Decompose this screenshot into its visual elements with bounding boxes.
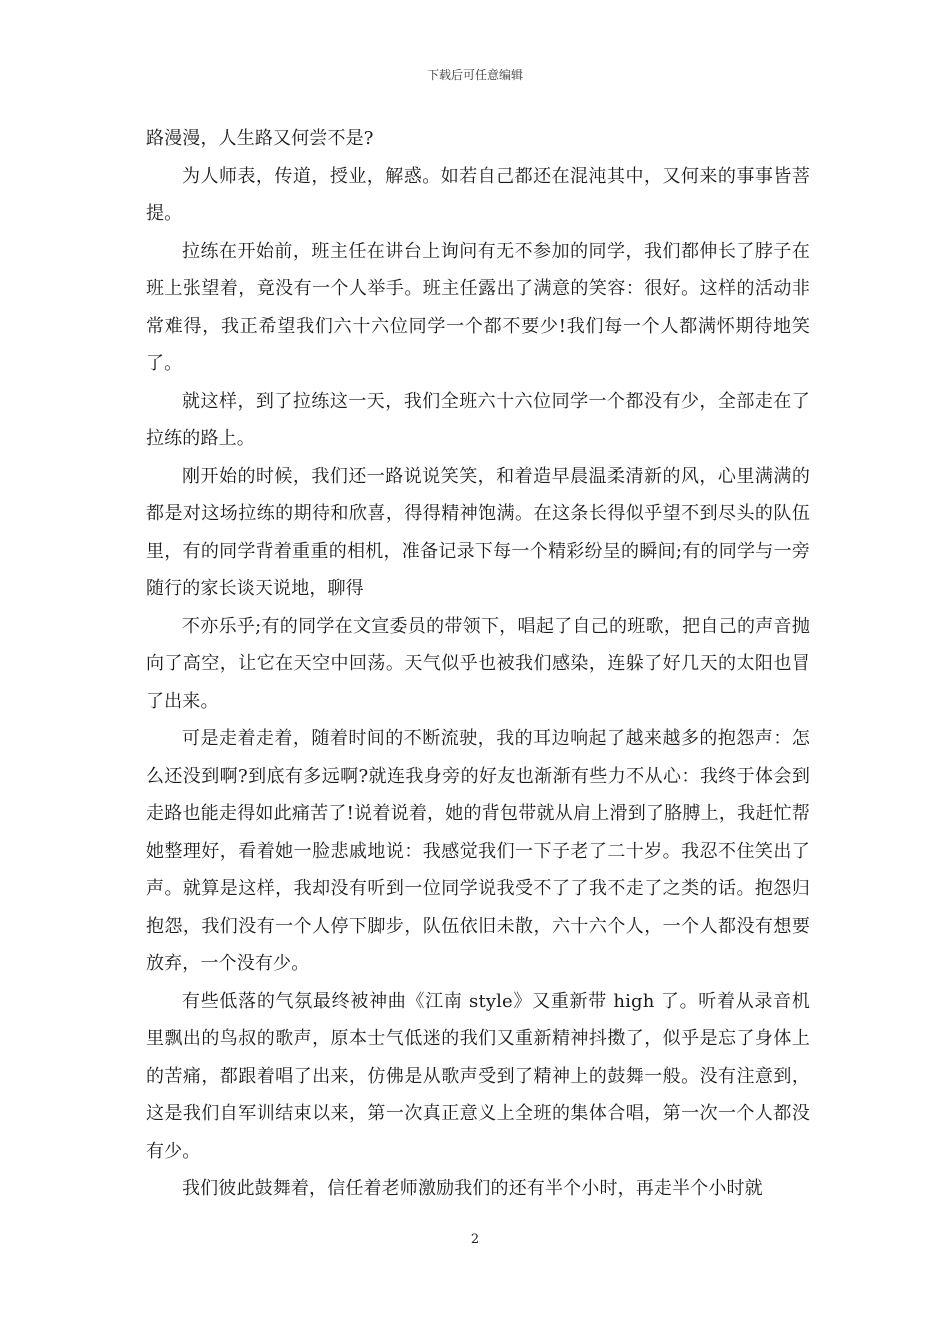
paragraph: 刚开始的时候，我们还一路说说笑笑，和着造早晨温柔清新的风，心里满满的都是对这场拉练的期待和欣喜，得得精神饱满。在这条长得似乎望不到尽头的队伍里，有的同学背着重重的相机，准备记录下每一个精彩纷呈的瞬间;有的同学与一旁随行的家长谈天说地，聊得 <box>146 465 810 599</box>
body-text <box>146 120 810 1208</box>
page-number: 2 <box>470 1232 480 1247</box>
paragraph: 拉练在开始前，班主任在讲台上询问有无不参加的同学，我们都伸长了脖子在班上张望着，竟没有一个人举手。班主任露出了满意的笑容：很好。这样的活动非常难得，我正希望我们六十六位同学一个都不要少!我们每一个人都满怀期待地笑了。 <box>146 240 810 374</box>
paragraph: 为人师表，传道，授业，解惑。如若自己都还在混沌其中，又何来的事事皆菩提。 <box>146 165 810 224</box>
paragraph: 我们彼此鼓舞着，信任着老师激励我们的还有半个小时，再走半个小时就 <box>182 1178 763 1199</box>
paragraph: 路漫漫，人生路又何尝不是? <box>146 128 374 149</box>
paragraph: 有些低落的气氛最终被神曲《江南 style》又重新带 high 了。听着从录音机里飘出的鸟叔的歌声，原本士气低迷的我们又重新精神抖擞了，似乎是忘了身体上的苦痛，都跟着唱了出来，仿佛是从歌声受到了精神上的鼓舞一般。没有注意到，这是我们自军训结束以来，第一次真正意义上全班的集体合唱，第一次一个人都没有少。 <box>146 990 810 1162</box>
paragraph: 不亦乐乎;有的同学在文宣委员的带领下，唱起了自己的班歌，把自己的声音抛向了高空，让它在天空中回荡。天气似乎也被我们感染，连躲了好几天的太阳也冒了出来。 <box>146 615 810 712</box>
page-header: 下载后可任意编辑 <box>426 68 523 82</box>
paragraph: 可是走着走着，随着时间的不断流驶，我的耳边响起了越来越多的抱怨声：怎么还没到啊?到底有多远啊?就连我身旁的好友也渐渐有些力不从心：我终于体会到走路也能走得如此痛苦了!说着说着，她的背包带就从肩上滑到了胳膊上，我赶忙帮她整理好，看着她一脸悲戚地说：我感觉我们一下子老了二十岁。我忍不住笑出了声。就算是这样，我却没有听到一位同学说我受不了了我不走了之类的话。抱怨归抱怨，我们没有一个人停下脚步，队伍依旧未散，六十六个人，一个人都没有想要放弃，一个没有少。 <box>146 728 810 974</box>
paragraph: 就这样，到了拉练这一天，我们全班六十六位同学一个都没有少，全部走在了拉练的路上。 <box>146 390 810 449</box>
